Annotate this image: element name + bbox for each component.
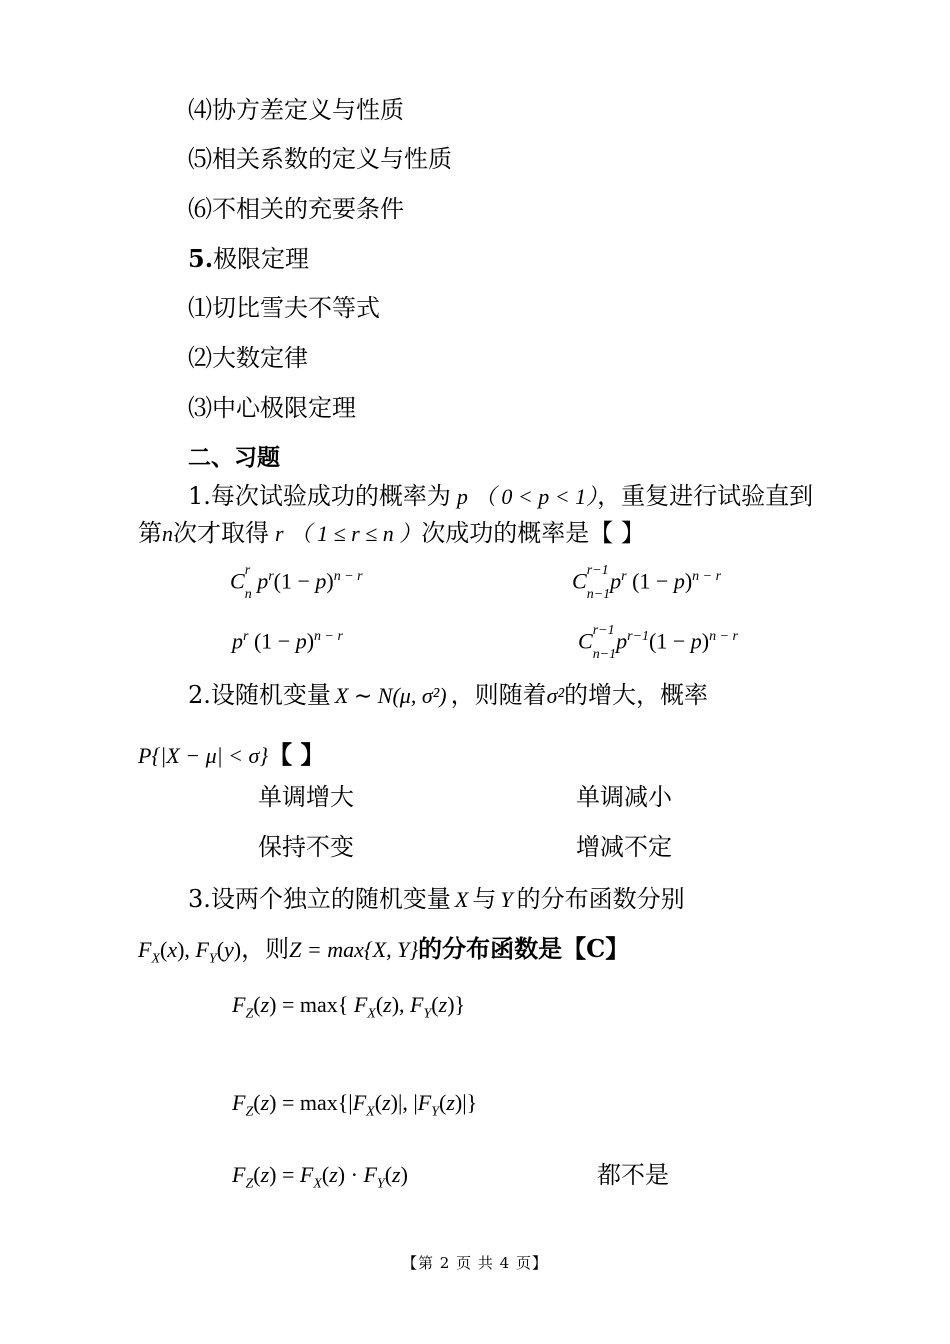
heading-text: 极限定理: [213, 245, 310, 273]
q2-line2: [138, 740, 325, 771]
q3-line1: [188, 884, 685, 915]
page-footer: 【第 2 页 共 4 页】: [402, 1254, 548, 1272]
q3-option-b: $F_Z(z) = \max\{|F_X(z)|$, $|F_Y(z)|$}: [232, 1090, 478, 1120]
q3-stem-a: 3.设两个独立的随机变量: [188, 885, 451, 913]
outline-item-uncorrelated: ⑹不相关的充要条件: [188, 195, 404, 223]
q1-r-var: r: [275, 521, 284, 546]
q2-option-a: 单调增大: [258, 783, 354, 811]
outline-item-chebyshev: ⑴切比雪夫不等式: [188, 294, 380, 322]
q1-stem-d: 次才取得: [173, 519, 269, 547]
outline-item-covariance: ⑷协方差定义与性质: [188, 96, 404, 124]
q2-dist: X ∼ N(μ, σ²): [334, 683, 447, 708]
q3-line2: [138, 934, 629, 974]
q2-bracket: 【 】: [268, 740, 325, 769]
q2-sigma: σ²: [546, 683, 565, 708]
q2-prob: P{|X − μ| < σ}: [138, 743, 269, 768]
q1-option-b: $C^{r-1}$ $_{n-1}p^r$ $(1 - p)^{n - r}$: [572, 563, 722, 603]
q1-option-a: $C^r$ $_n$ $p^r(1 - p)^{n - r}$: [230, 563, 363, 603]
q3-option-c: $F_Z(z) = F_X(z) \cdot F_Y(z)$: [232, 1162, 408, 1192]
q1-option-d: $C^{r-1}$ $_{n-1}p^{r-1}(1 - p)^{n - r}$: [578, 623, 739, 663]
q3-y: Y: [500, 887, 513, 912]
q1-stem-a: 1.每次试验成功的概率为: [188, 482, 451, 510]
q1-line1: [188, 481, 813, 512]
outline-item-clt: ⑶中心极限定理: [188, 394, 356, 422]
section-heading-limit-theorems: 5.极限定理: [188, 244, 310, 273]
q3-option-d: 都不是: [597, 1161, 669, 1189]
q3-funcs: $F_X(x)$, $F_Y(y)$: [138, 937, 242, 967]
q2-stem-c: 的增大，概率: [564, 681, 709, 709]
q1-n-var: n: [162, 521, 173, 546]
q1-stem-b: ，重复进行试验直到: [597, 482, 814, 510]
q3-x: X: [454, 887, 469, 912]
q2-line1: [188, 680, 708, 711]
q1-range2: （ 1 ≤ r ≤ n ）: [289, 521, 422, 546]
q3-stem-c: 的分布函数分别: [516, 885, 685, 913]
q3-zdef: Z = max{X, Y}: [289, 937, 419, 962]
q1-stem-c: 第: [138, 519, 162, 547]
q1-range1: （ 0 < p < 1）: [473, 484, 598, 509]
q1-stem-e: 次成功的概率是【 】: [421, 519, 645, 547]
q2-option-b: 单调减小: [576, 783, 672, 811]
section-heading-exercises: 二、习题: [188, 445, 280, 471]
q2-stem-b: ，则随着: [450, 681, 547, 709]
outline-item-lln: ⑵大数定律: [188, 344, 308, 372]
q1-p-var: p: [456, 484, 468, 509]
q3-stem-e: 的分布函数是【C】: [418, 934, 630, 963]
q2-option-c: 保持不变: [258, 833, 354, 861]
outline-item-correlation: ⑸相关系数的定义与性质: [188, 145, 452, 173]
q2-option-d: 增减不定: [576, 833, 672, 861]
q3-stem-b: 与: [472, 885, 497, 913]
q1-option-c: $p^r$ $(1 - p)^{n - r}$: [232, 628, 343, 654]
q2-stem-a: 2.设随机变量: [188, 681, 331, 709]
q3-option-a: $F_Z(z) = \max${ $F_X(z)$, $F_Y(z)$}: [232, 992, 466, 1022]
q1-line2: [138, 518, 645, 549]
q3-stem-d: ，则: [241, 935, 290, 963]
